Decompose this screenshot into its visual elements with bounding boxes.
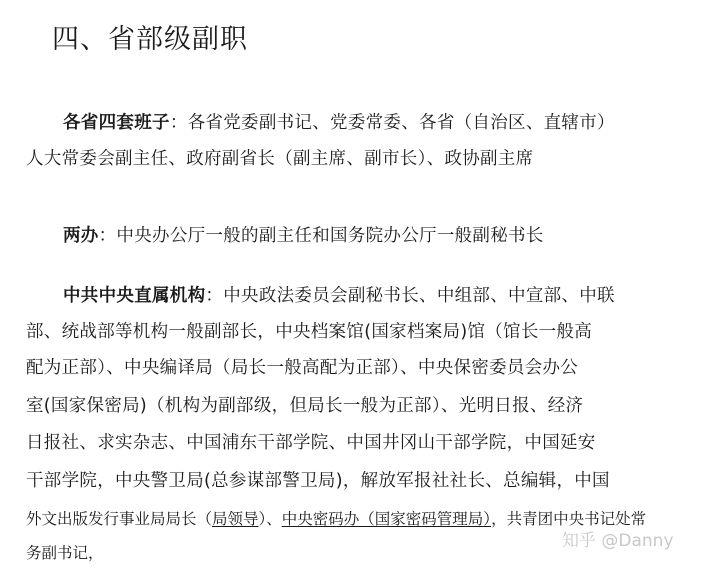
central-label: 中共中央直属机构 xyxy=(63,286,206,306)
central-line-5: 日报社、求实杂志、中国浦东干部学院、中国井冈山干部学院，中国延安 xyxy=(26,433,596,453)
provincial-text-1: 各省党委副书记、党委常委、各省（自治区、直辖市） xyxy=(187,113,615,133)
provincial-label: 各省四套班子 xyxy=(63,113,170,133)
two-offices-line-1 xyxy=(63,221,544,251)
central-line-3: 配为正部）、中央编译局（局长一般高配为正部）、中央保密委员会办公 xyxy=(26,358,579,378)
central-line-2: 部、统战部等机构一般副部长，中央档案馆(国家档案局)馆（馆长一般高 xyxy=(26,322,593,342)
bureau-leaders-link[interactable]: 局领导 xyxy=(212,510,259,528)
central-text-7a: 外文出版发行事业局局长（ xyxy=(26,510,213,528)
central-line-4: 室(国家保密局)（机构为副部级，但局长一般为正部）、光明日报、经济 xyxy=(26,396,584,416)
central-sep: ： xyxy=(205,286,224,306)
central-text-7b: ）、 xyxy=(258,510,282,528)
two-offices-label: 两办 xyxy=(63,226,99,246)
central-text-7c: ，共青团中央书记处常 xyxy=(491,510,647,528)
two-offices-sep: ： xyxy=(98,226,117,246)
provincial-sep: ： xyxy=(169,113,188,133)
central-text-1: 中央政法委员会副秘书长、中组部、中宣部、中联 xyxy=(223,286,615,306)
provincial-line-2: 人大常委会副主任、政府副省长（副主席、副市长）、政协副主席 xyxy=(26,149,534,169)
central-line-8: 务副书记， xyxy=(26,544,104,562)
central-line-7 xyxy=(26,504,646,534)
zhihu-watermark: 知乎 @Danny xyxy=(562,531,674,551)
two-offices-text-1: 中央办公厅一般的副主任和国务院办公厅一般副秘书长 xyxy=(116,226,544,246)
central-line-1 xyxy=(63,281,615,311)
section-heading: 四、省部级副职 xyxy=(52,24,248,55)
provincial-line-1 xyxy=(63,108,615,138)
crypto-office-link[interactable]: 中央密码办（国家密码管理局） xyxy=(281,510,492,528)
central-line-6: 干部学院，中央警卫局(总参谋部警卫局)，解放军报社社长、总编辑，中国 xyxy=(26,471,610,491)
